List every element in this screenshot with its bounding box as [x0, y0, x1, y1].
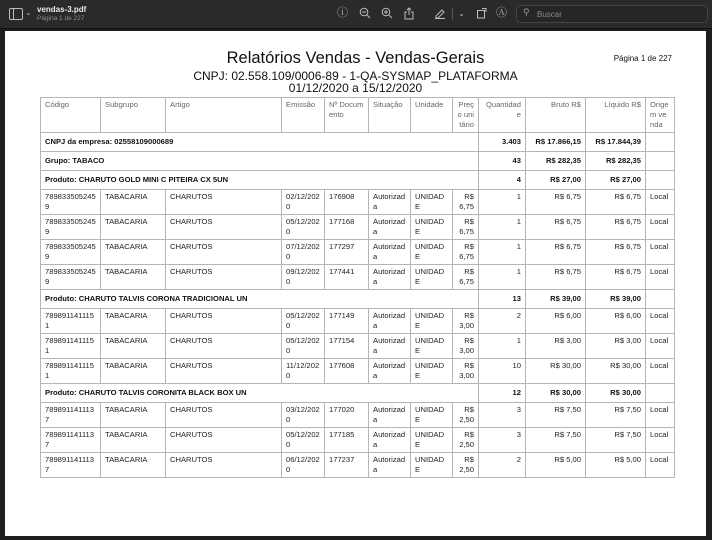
unit-cell: UNIDADE [411, 265, 453, 290]
origin-cell [646, 152, 675, 171]
issue-date-cell: 09/12/2020 [282, 265, 325, 290]
chevron-down-icon[interactable]: ⌄ [458, 9, 465, 18]
document-number-cell: 177020 [325, 403, 369, 428]
document-number-cell: 177297 [325, 240, 369, 265]
issue-date-cell: 11/12/2020 [282, 359, 325, 384]
group-label: Produto: CHARUTO GOLD MINI C PITEIRA CX 5UN [41, 171, 479, 190]
subgroup-cell: TABACARIA [101, 403, 166, 428]
net-cell: R$ 3,00 [586, 334, 646, 359]
quantity-cell: 3.403 [479, 133, 526, 152]
quantity-cell: 43 [479, 152, 526, 171]
net-cell: R$ 6,75 [586, 240, 646, 265]
gross-cell: R$ 30,00 [526, 359, 586, 384]
origin-cell: Local [646, 190, 675, 215]
viewer-toolbar [0, 0, 712, 29]
unit-cell: UNIDADE [411, 334, 453, 359]
report-page-number: Página 1 de 227 [613, 54, 672, 63]
net-cell: R$ 282,35 [586, 152, 646, 171]
net-cell: R$ 7,50 [586, 428, 646, 453]
col-header: Emissão [282, 98, 325, 133]
status-cell: Autorizada [369, 240, 411, 265]
report-cnpj: CNPJ: 02.558.109/0006-89 - 1-QA-SYSMAP_PLATAFORMA [193, 69, 518, 83]
subgroup-cell: TABACARIA [101, 428, 166, 453]
net-cell: R$ 6,75 [586, 265, 646, 290]
quantity-cell: 1 [479, 215, 526, 240]
issue-date-cell: 05/12/2020 [282, 428, 325, 453]
net-cell: R$ 30,00 [586, 359, 646, 384]
code-cell: 7898911411151 [41, 309, 101, 334]
code-cell: 7898911411151 [41, 334, 101, 359]
unit-price-cell: R$ 3,00 [453, 359, 479, 384]
document-number-cell: 177149 [325, 309, 369, 334]
document-number-cell: 176908 [325, 190, 369, 215]
issue-date-cell: 07/12/2020 [282, 240, 325, 265]
gross-cell: R$ 282,35 [526, 152, 586, 171]
quantity-cell: 1 [479, 265, 526, 290]
rotate-icon[interactable] [475, 7, 488, 20]
subgroup-cell: TABACARIA [101, 190, 166, 215]
search-icon: ⚲ [523, 7, 530, 17]
article-cell: CHARUTOS [166, 190, 282, 215]
article-cell: CHARUTOS [166, 334, 282, 359]
unit-price-cell: R$ 3,00 [453, 334, 479, 359]
unit-price-cell: R$ 6,75 [453, 240, 479, 265]
document-number-cell: 177154 [325, 334, 369, 359]
table-row [41, 240, 675, 265]
document-number-cell: 177168 [325, 215, 369, 240]
table-row [41, 309, 675, 334]
net-cell: R$ 30,00 [586, 384, 646, 403]
group-subtotal-row [41, 290, 675, 309]
unit-price-cell: R$ 6,75 [453, 215, 479, 240]
subgroup-cell: TABACARIA [101, 240, 166, 265]
origin-cell: Local [646, 265, 675, 290]
issue-date-cell: 03/12/2020 [282, 403, 325, 428]
accessibility-markup-icon[interactable]: Ⓐ [496, 7, 507, 19]
article-cell: CHARUTOS [166, 453, 282, 478]
group-label: Produto: CHARUTO TALVIS CORONA TRADICIONAL UN [41, 290, 479, 309]
issue-date-cell: 05/12/2020 [282, 309, 325, 334]
unit-cell: UNIDADE [411, 240, 453, 265]
zoom-out-icon[interactable] [358, 7, 371, 20]
toolbar-divider [452, 8, 453, 20]
group-subtotal-row [41, 133, 675, 152]
origin-cell: Local [646, 359, 675, 384]
gross-cell: R$ 6,00 [526, 309, 586, 334]
net-cell: R$ 17.844,39 [586, 133, 646, 152]
col-header: Preço unitário [453, 98, 479, 133]
net-cell: R$ 27,00 [586, 171, 646, 190]
unit-cell: UNIDADE [411, 215, 453, 240]
unit-price-cell: R$ 2,50 [453, 453, 479, 478]
origin-cell: Local [646, 428, 675, 453]
net-cell: R$ 7,50 [586, 403, 646, 428]
status-cell: Autorizada [369, 453, 411, 478]
zoom-in-icon[interactable] [380, 7, 393, 20]
group-subtotal-row [41, 152, 675, 171]
gross-cell: R$ 6,75 [526, 190, 586, 215]
origin-cell: Local [646, 334, 675, 359]
origin-cell: Local [646, 215, 675, 240]
quantity-cell: 10 [479, 359, 526, 384]
subgroup-cell: TABACARIA [101, 215, 166, 240]
net-cell: R$ 39,00 [586, 290, 646, 309]
table-row [41, 334, 675, 359]
group-label: Produto: CHARUTO TALVIS CORONITA BLACK BOX UN [41, 384, 479, 403]
status-cell: Autorizada [369, 403, 411, 428]
article-cell: CHARUTOS [166, 265, 282, 290]
gross-cell: R$ 3,00 [526, 334, 586, 359]
net-cell: R$ 6,00 [586, 309, 646, 334]
gross-cell: R$ 5,00 [526, 453, 586, 478]
net-cell: R$ 6,75 [586, 215, 646, 240]
article-cell: CHARUTOS [166, 359, 282, 384]
article-cell: CHARUTOS [166, 428, 282, 453]
article-cell: CHARUTOS [166, 240, 282, 265]
gross-cell: R$ 39,00 [526, 290, 586, 309]
col-header: Quantidade [479, 98, 526, 133]
quantity-cell: 3 [479, 403, 526, 428]
code-cell: 7898335052459 [41, 215, 101, 240]
article-cell: CHARUTOS [166, 403, 282, 428]
info-icon[interactable]: ⓘ [337, 7, 348, 19]
subgroup-cell: TABACARIA [101, 453, 166, 478]
col-header: Origem venda [646, 98, 675, 133]
col-header: Nº Documento [325, 98, 369, 133]
document-title: vendas-3.pdf [37, 5, 87, 14]
sidebar-toggle-icon[interactable] [9, 8, 23, 20]
report-period: 01/12/2020 a 15/12/2020 [288, 81, 423, 95]
quantity-cell: 2 [479, 453, 526, 478]
search-input[interactable] [537, 8, 697, 20]
quantity-cell: 13 [479, 290, 526, 309]
status-cell: Autorizada [369, 334, 411, 359]
origin-cell [646, 133, 675, 152]
page-indicator: Página 1 de 227 [37, 15, 85, 22]
group-label: CNPJ da empresa: 02558109000689 [41, 133, 479, 152]
gross-cell: R$ 6,75 [526, 215, 586, 240]
document-number-cell: 177237 [325, 453, 369, 478]
subgroup-cell: TABACARIA [101, 309, 166, 334]
unit-cell: UNIDADE [411, 309, 453, 334]
table-row [41, 265, 675, 290]
document-number-cell: 177441 [325, 265, 369, 290]
gross-cell: R$ 6,75 [526, 265, 586, 290]
status-cell: Autorizada [369, 215, 411, 240]
issue-date-cell: 05/12/2020 [282, 215, 325, 240]
issue-date-cell: 05/12/2020 [282, 334, 325, 359]
col-header: Subgrupo [101, 98, 166, 133]
group-subtotal-row [41, 171, 675, 190]
sales-table [40, 97, 675, 478]
unit-cell: UNIDADE [411, 428, 453, 453]
col-header: Código [41, 98, 101, 133]
unit-cell: UNIDADE [411, 190, 453, 215]
article-cell: CHARUTOS [166, 215, 282, 240]
share-icon[interactable] [402, 7, 415, 20]
gross-cell: R$ 6,75 [526, 240, 586, 265]
unit-price-cell: R$ 6,75 [453, 265, 479, 290]
table-header-row [41, 98, 675, 133]
unit-cell: UNIDADE [411, 403, 453, 428]
col-header: Situação [369, 98, 411, 133]
origin-cell: Local [646, 309, 675, 334]
table-row [41, 453, 675, 478]
status-cell: Autorizada [369, 309, 411, 334]
table-row [41, 359, 675, 384]
unit-cell: UNIDADE [411, 359, 453, 384]
col-header: Unidade [411, 98, 453, 133]
gross-cell: R$ 17.866,15 [526, 133, 586, 152]
quantity-cell: 2 [479, 309, 526, 334]
unit-cell: UNIDADE [411, 453, 453, 478]
net-cell: R$ 5,00 [586, 453, 646, 478]
quantity-cell: 4 [479, 171, 526, 190]
status-cell: Autorizada [369, 190, 411, 215]
subgroup-cell: TABACARIA [101, 265, 166, 290]
gross-cell: R$ 7,50 [526, 428, 586, 453]
col-header: Bruto R$ [526, 98, 586, 133]
code-cell: 7898335052459 [41, 265, 101, 290]
unit-price-cell: R$ 3,00 [453, 309, 479, 334]
table-row [41, 215, 675, 240]
gross-cell: R$ 7,50 [526, 403, 586, 428]
origin-cell: Local [646, 403, 675, 428]
origin-cell [646, 290, 675, 309]
subgroup-cell: TABACARIA [101, 334, 166, 359]
chevron-down-icon[interactable]: ⌄ [25, 8, 32, 17]
table-row [41, 428, 675, 453]
code-cell: 7898911411137 [41, 428, 101, 453]
origin-cell: Local [646, 240, 675, 265]
unit-price-cell: R$ 2,50 [453, 403, 479, 428]
origin-cell [646, 171, 675, 190]
report-title: Relatórios Vendas - Vendas-Gerais [226, 49, 485, 67]
code-cell: 7898911411151 [41, 359, 101, 384]
subgroup-cell: TABACARIA [101, 359, 166, 384]
unit-price-cell: R$ 2,50 [453, 428, 479, 453]
code-cell: 7898335052459 [41, 190, 101, 215]
net-cell: R$ 6,75 [586, 190, 646, 215]
status-cell: Autorizada [369, 359, 411, 384]
origin-cell [646, 384, 675, 403]
quantity-cell: 1 [479, 240, 526, 265]
search-field[interactable] [516, 5, 708, 23]
origin-cell: Local [646, 453, 675, 478]
table-row [41, 190, 675, 215]
status-cell: Autorizada [369, 265, 411, 290]
group-subtotal-row [41, 384, 675, 403]
code-cell: 7898911411137 [41, 453, 101, 478]
col-header: Artigo [166, 98, 282, 133]
gross-cell: R$ 30,00 [526, 384, 586, 403]
markup-pen-icon[interactable] [433, 7, 446, 20]
document-number-cell: 177608 [325, 359, 369, 384]
document-number-cell: 177185 [325, 428, 369, 453]
col-header: Líquido R$ [586, 98, 646, 133]
quantity-cell: 1 [479, 190, 526, 215]
group-label: Grupo: TABACO [41, 152, 479, 171]
pdf-page [5, 31, 706, 536]
unit-price-cell: R$ 6,75 [453, 190, 479, 215]
code-cell: 7898911411137 [41, 403, 101, 428]
table-row [41, 403, 675, 428]
quantity-cell: 3 [479, 428, 526, 453]
quantity-cell: 12 [479, 384, 526, 403]
issue-date-cell: 02/12/2020 [282, 190, 325, 215]
status-cell: Autorizada [369, 428, 411, 453]
code-cell: 7898335052459 [41, 240, 101, 265]
quantity-cell: 1 [479, 334, 526, 359]
gross-cell: R$ 27,00 [526, 171, 586, 190]
issue-date-cell: 06/12/2020 [282, 453, 325, 478]
article-cell: CHARUTOS [166, 309, 282, 334]
